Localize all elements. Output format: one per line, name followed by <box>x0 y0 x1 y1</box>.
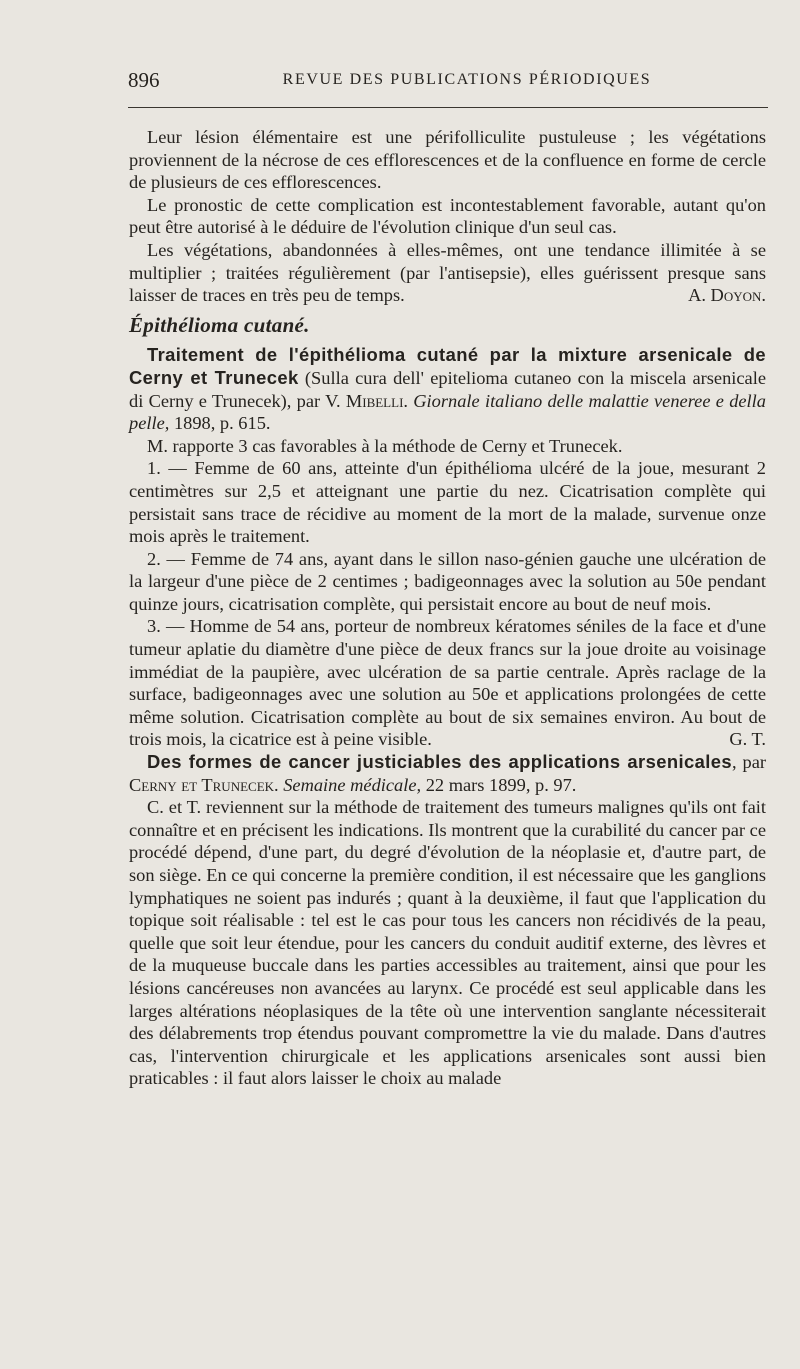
journal-name: Giornale italiano delle malattie veneree e della pelle, <box>129 390 766 434</box>
article-author: Cerny et Trunecek. <box>129 774 279 795</box>
running-title: REVUE DES PUBLICATIONS PÉRIODIQUES <box>282 71 652 88</box>
article-title: Des formes de cancer justiciables des applications arsenicales <box>147 751 732 773</box>
journal-ref: 1898, p. 615. <box>169 413 271 434</box>
case-paragraph: 2. — Femme de 74 ans, ayant dans le sillon naso-génien gauche une ulcération de la largeur d'une pièce de 2 centimes ; badigeonnages avec la solution au 50e pendant quinze jours, cicatrisation complète, qui persistait encore au bout de neuf mois. <box>129 548 766 614</box>
article-subtitle: (Sulla cura dell' epitelioma cutaneo con la miscela arsenicale di Cerny e Trunecek), par V. <box>129 367 766 411</box>
body-text <box>129 126 766 1090</box>
journal-ref: 22 mars 1899, p. 97. <box>421 774 577 795</box>
header-rule <box>128 107 768 108</box>
paragraph: M. rapporte 3 cas favorables à la méthode de Cerny et Trunecek. <box>147 435 623 456</box>
paragraph: C. et T. reviennent sur la méthode de traitement des tumeurs malignes qu'ils ont fait connaître et en précisent les indications. Ils montrent que la curabilité du cancer par ce procédé dépend, d'une part, du degré d'évolution de la néoplasie et, d'autre part, de son siège. En ce qui concerne la première condition, il est nécessaire que les ganglions lymphatiques ne soient pas indurés ; quant à la deuxième, il faut que l'application du topique soit réalisable : tel est le cas pour tous les cancers non récidivés de la peau, quelle que soit leur étendue, pour les cancers du conduit auditif externe, des lèvres et de la muqueuse buccale dans les parties accessibles au traitement, ainsi que pour les lésions cancéreuses non avancées au larynx. Ce procédé est seul applicable dans les larges altérations néoplasiques de la tête où une intervention sanglante nécessiterait des délabrements trop étendus pouvant compromettre la vie du malade. Dans d'autres cas, l'intervention chirurgicale et les applications arsenicales sont aussi bien praticables : il faut alors laisser le choix au malade <box>129 797 766 1089</box>
article-subtitle: , par <box>731 752 766 773</box>
section-heading: Épithélioma cutané. <box>129 312 310 337</box>
article-title: Traitement de l'épithélioma cutané par la mixture arsenicale de Cerny et Trunecek <box>129 344 766 388</box>
article-author: Mibelli. <box>345 390 408 411</box>
paragraph: Leur lésion élémentaire est une périfolliculite pustuleuse ; les végétations proviennent de la nécrose de ces efflorescences et de la confluence en forme de cercle de plusieurs de ces efflorescences. <box>129 127 766 193</box>
signature: G. T. <box>729 729 766 750</box>
page-number: 896 <box>128 68 160 92</box>
journal-name: Semaine médicale, <box>278 774 422 795</box>
signature: A. Doyon. <box>688 285 766 306</box>
article-heading <box>129 751 766 796</box>
paragraph: Le pronostic de cette complication est incontestablement favorable, autant qu'on peut être autorisé à le déduire de l'évolution clinique d'un seul cas. <box>129 194 766 238</box>
paragraph-text: 3. — Homme de 54 ans, porteur de nombreux kératomes séniles de la face et d'une tumeur aplatie du diamètre d'une pièce de deux francs sur la joue droite au voisinage immédiat de la paupière, avec ulcération de sa partie centrale. Après raclage de la surface, badigeonnages avec une solution au 50e et applications prolongées de cette même solution. Cicatrisation complète au bout de six semaines environ. Au bout de trois mois, la cicatrice est à peine visible. <box>129 616 766 750</box>
paragraph-text: Les végétations, abandonnées à elles-mêmes, ont une tendance illimitée à se multiplier ; traitées régulièrement (par l'antisepsie), elles guérissent presque sans laisser de traces en très peu de temps. <box>129 239 766 306</box>
case-paragraph: 1. — Femme de 60 ans, atteinte d'un épithélioma ulcéré de la joue, mesurant 2 centimètres sur 2,5 et atteignant une partie du nez. Cicatrisation complète qui persistait sans trace de récidive au moment de la mort de la malade, survenue onze mois après le traitement. <box>129 458 766 547</box>
paragraph <box>129 239 766 307</box>
article-heading <box>129 344 766 434</box>
case-paragraph <box>129 615 766 751</box>
page-header <box>128 68 766 98</box>
